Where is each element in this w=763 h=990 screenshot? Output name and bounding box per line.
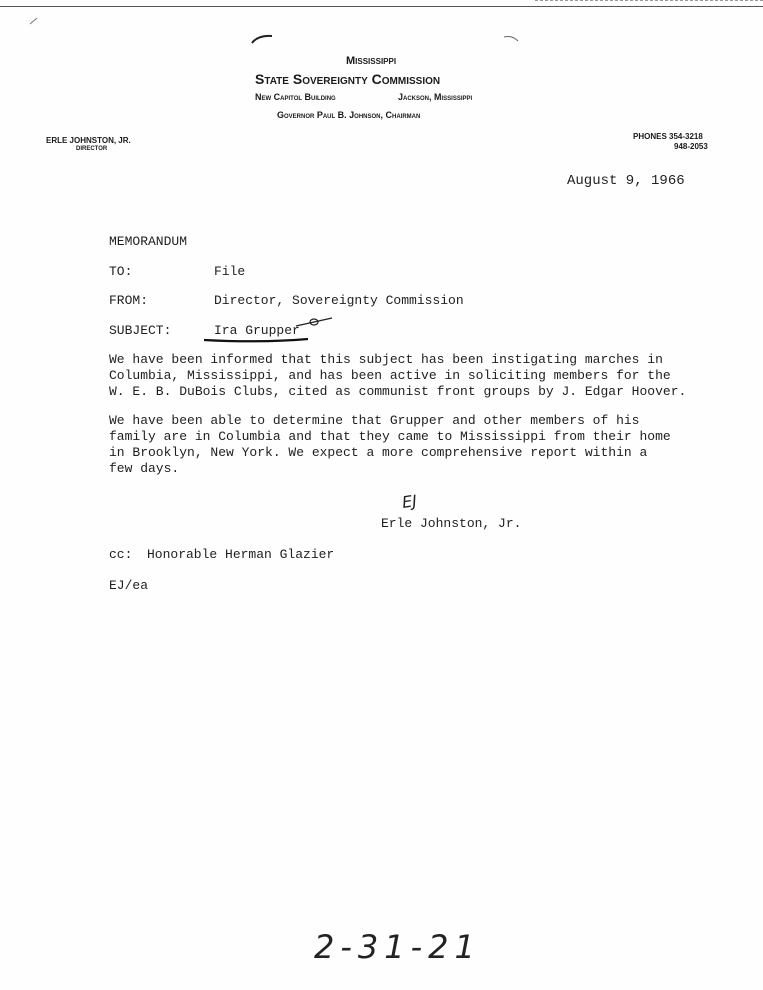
letterhead-chairman: Governor Paul B. Johnson, Chairman bbox=[277, 110, 421, 120]
letterhead-building: New Capitol Building bbox=[255, 92, 336, 102]
paragraph-1-line: We have been informed that this subject has been instigating marches in bbox=[109, 352, 663, 367]
paragraph-1 bbox=[109, 352, 686, 400]
reference-initials: EJ/ea bbox=[109, 578, 149, 593]
bracket-mark-left bbox=[250, 32, 274, 46]
cc-label: cc: bbox=[109, 547, 133, 562]
paragraph-1-line: Columbia, Mississippi, and has been active in soliciting members for the bbox=[109, 368, 671, 383]
director-name: ERLE JOHNSTON, JR. bbox=[46, 136, 131, 145]
subject-value: Ira Grupper bbox=[214, 323, 300, 338]
from-label: FROM: bbox=[109, 293, 149, 308]
from-value: Director, Sovereignty Commission bbox=[214, 293, 464, 308]
paragraph-2-line: family are in Columbia and that they came to Mississippi from their home bbox=[109, 429, 671, 444]
letterhead-state: Mississippi bbox=[346, 55, 397, 67]
paragraph-2-line: We have been able to determine that Grupper and other members of his bbox=[109, 413, 640, 428]
cc-value: Honorable Herman Glazier bbox=[147, 547, 335, 562]
memo-date: August 9, 1966 bbox=[567, 173, 685, 189]
handwritten-initials: EJ bbox=[400, 491, 419, 512]
paragraph-2 bbox=[109, 413, 671, 477]
top-edge-rule bbox=[0, 6, 763, 7]
letterhead-commission: State Sovereignty Commission bbox=[255, 71, 441, 87]
corner-mark bbox=[28, 16, 40, 26]
to-value: File bbox=[214, 264, 246, 279]
memo-type: MEMORANDUM bbox=[109, 234, 188, 249]
handwritten-file-number: 2-31-21 bbox=[314, 928, 481, 966]
subject-label: SUBJECT: bbox=[109, 323, 172, 338]
subject-underline-mark bbox=[200, 314, 340, 346]
to-label: TO: bbox=[109, 264, 133, 279]
phones-second: 948-2053 bbox=[674, 142, 708, 151]
director-title: DIRECTOR bbox=[76, 146, 108, 152]
phones-label: PHONES 354-3218 bbox=[633, 132, 703, 141]
paragraph-2-line: in Brooklyn, New York. We expect a more comprehensive report within a bbox=[109, 445, 648, 460]
bracket-mark-right bbox=[502, 34, 520, 44]
top-edge-dashes bbox=[535, 0, 763, 1]
paragraph-1-line: W. E. B. DuBois Clubs, cited as communist front groups by J. Edgar Hoover. bbox=[109, 384, 687, 399]
paragraph-2-line: few days. bbox=[109, 461, 180, 476]
letterhead-city: Jackson, Mississippi bbox=[398, 92, 473, 102]
signature-name: Erle Johnston, Jr. bbox=[381, 516, 522, 531]
